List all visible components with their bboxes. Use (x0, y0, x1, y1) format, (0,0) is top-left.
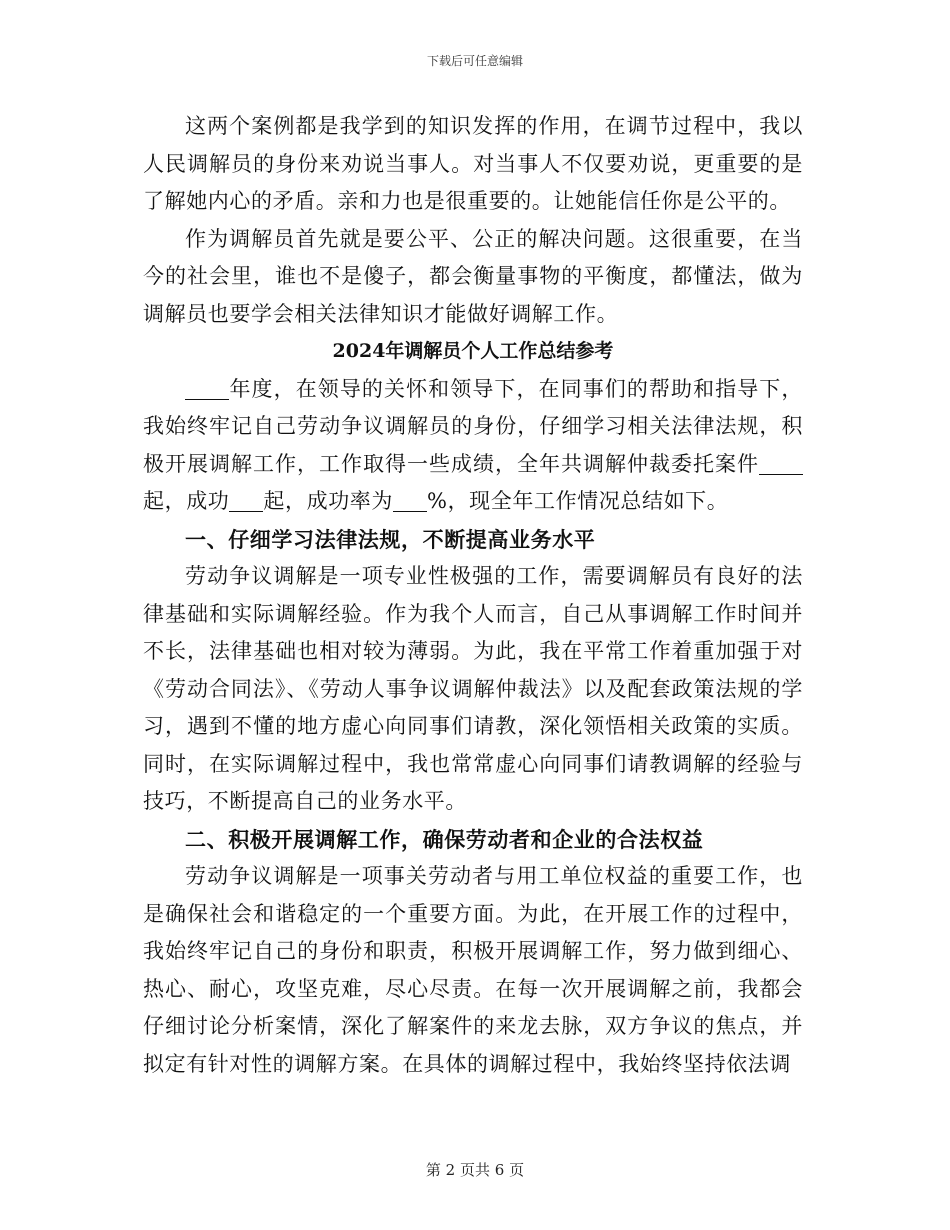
intro-text-1: 年度，在领导的关怀和领导下，在同事们的帮助和指导下，我始终牢记自己劳动争议调解员的身份，仔细学习相关法律法规，积极开展调解工作，工作取得一些成绩，全年共调解仲裁委托案件 (143, 376, 803, 476)
section-body-2: 劳动争议调解是一项事关劳动者与用工单位权益的重要工作，也是确保社会和谐稳定的一个重要方面。为此，在开展工作的过程中，我始终牢记自己的身份和职责，积极开展调解工作，努力做到细心、热心、耐心，攻坚克难，尽心尽责。在每一次开展调解之前，我都会仔细讨论分析案情，深化了解案件的来龙去脉，双方争议的焦点，并拟定有针对性的调解方案。在具体的调解过程中，我始终坚持依法调 (143, 864, 803, 1076)
intro-text-3: 起，成功率为 (263, 489, 394, 513)
paragraph-fairness: 作为调解员首先就是要公平、公正的解决问题。这很重要，在当今的社会里，谁也不是傻子，都会衡量事物的平衡度，都懂法，做为调解员也要学会相关法律知识才能做好调解工作。 (143, 226, 803, 326)
blank-line (393, 489, 427, 512)
blank-line (759, 451, 803, 474)
section-body-1: 劳动争议调解是一项专业性极强的工作，需要调解员有良好的法律基础和实际调解经验。作为我个人而言，自己从事调解工作时间并不长，法律基础也相对较为薄弱。为此，我在平常工作着重加强于对《劳动合同法》、《劳动人事争议调解仲裁法》以及配套政策法规的学习，遇到不懂的地方虚心向同事们请教，深化领悟相关政策的实质。同时，在实际调解过程中，我也常常虚心向同事们请教调解的经验与技巧，不断提高自己的业务水平。 (143, 564, 803, 813)
document-title: 2024年调解员个人工作总结参考 (332, 340, 614, 362)
section-heading-1: 一、仔细学习法律法规，不断提高业务水平 (185, 526, 596, 552)
blank-line (229, 489, 263, 512)
blank-line (185, 376, 229, 399)
section-heading-2: 二、积极开展调解工作，确保劳动者和企业的合法权益 (185, 826, 704, 852)
intro-text-2: 起，成功 (143, 489, 230, 513)
intro-text-4: %，现全年工作情况总结如下。 (427, 489, 729, 513)
page-footer: 第 2 页共 6 页 (425, 1161, 525, 1179)
paragraph-case-summary: 这两个案例都是我学到的知识发挥的作用，在调节过程中，我以人民调解员的身份来劝说当事人。对当事人不仅要劝说，更重要的是了解她内心的矛盾。亲和力也是很重要的。让她能信任你是公平的。 (143, 114, 803, 213)
paragraph-intro (143, 371, 803, 521)
page-header: 下载后可任意编辑 (426, 54, 523, 68)
document-body (143, 108, 803, 1083)
